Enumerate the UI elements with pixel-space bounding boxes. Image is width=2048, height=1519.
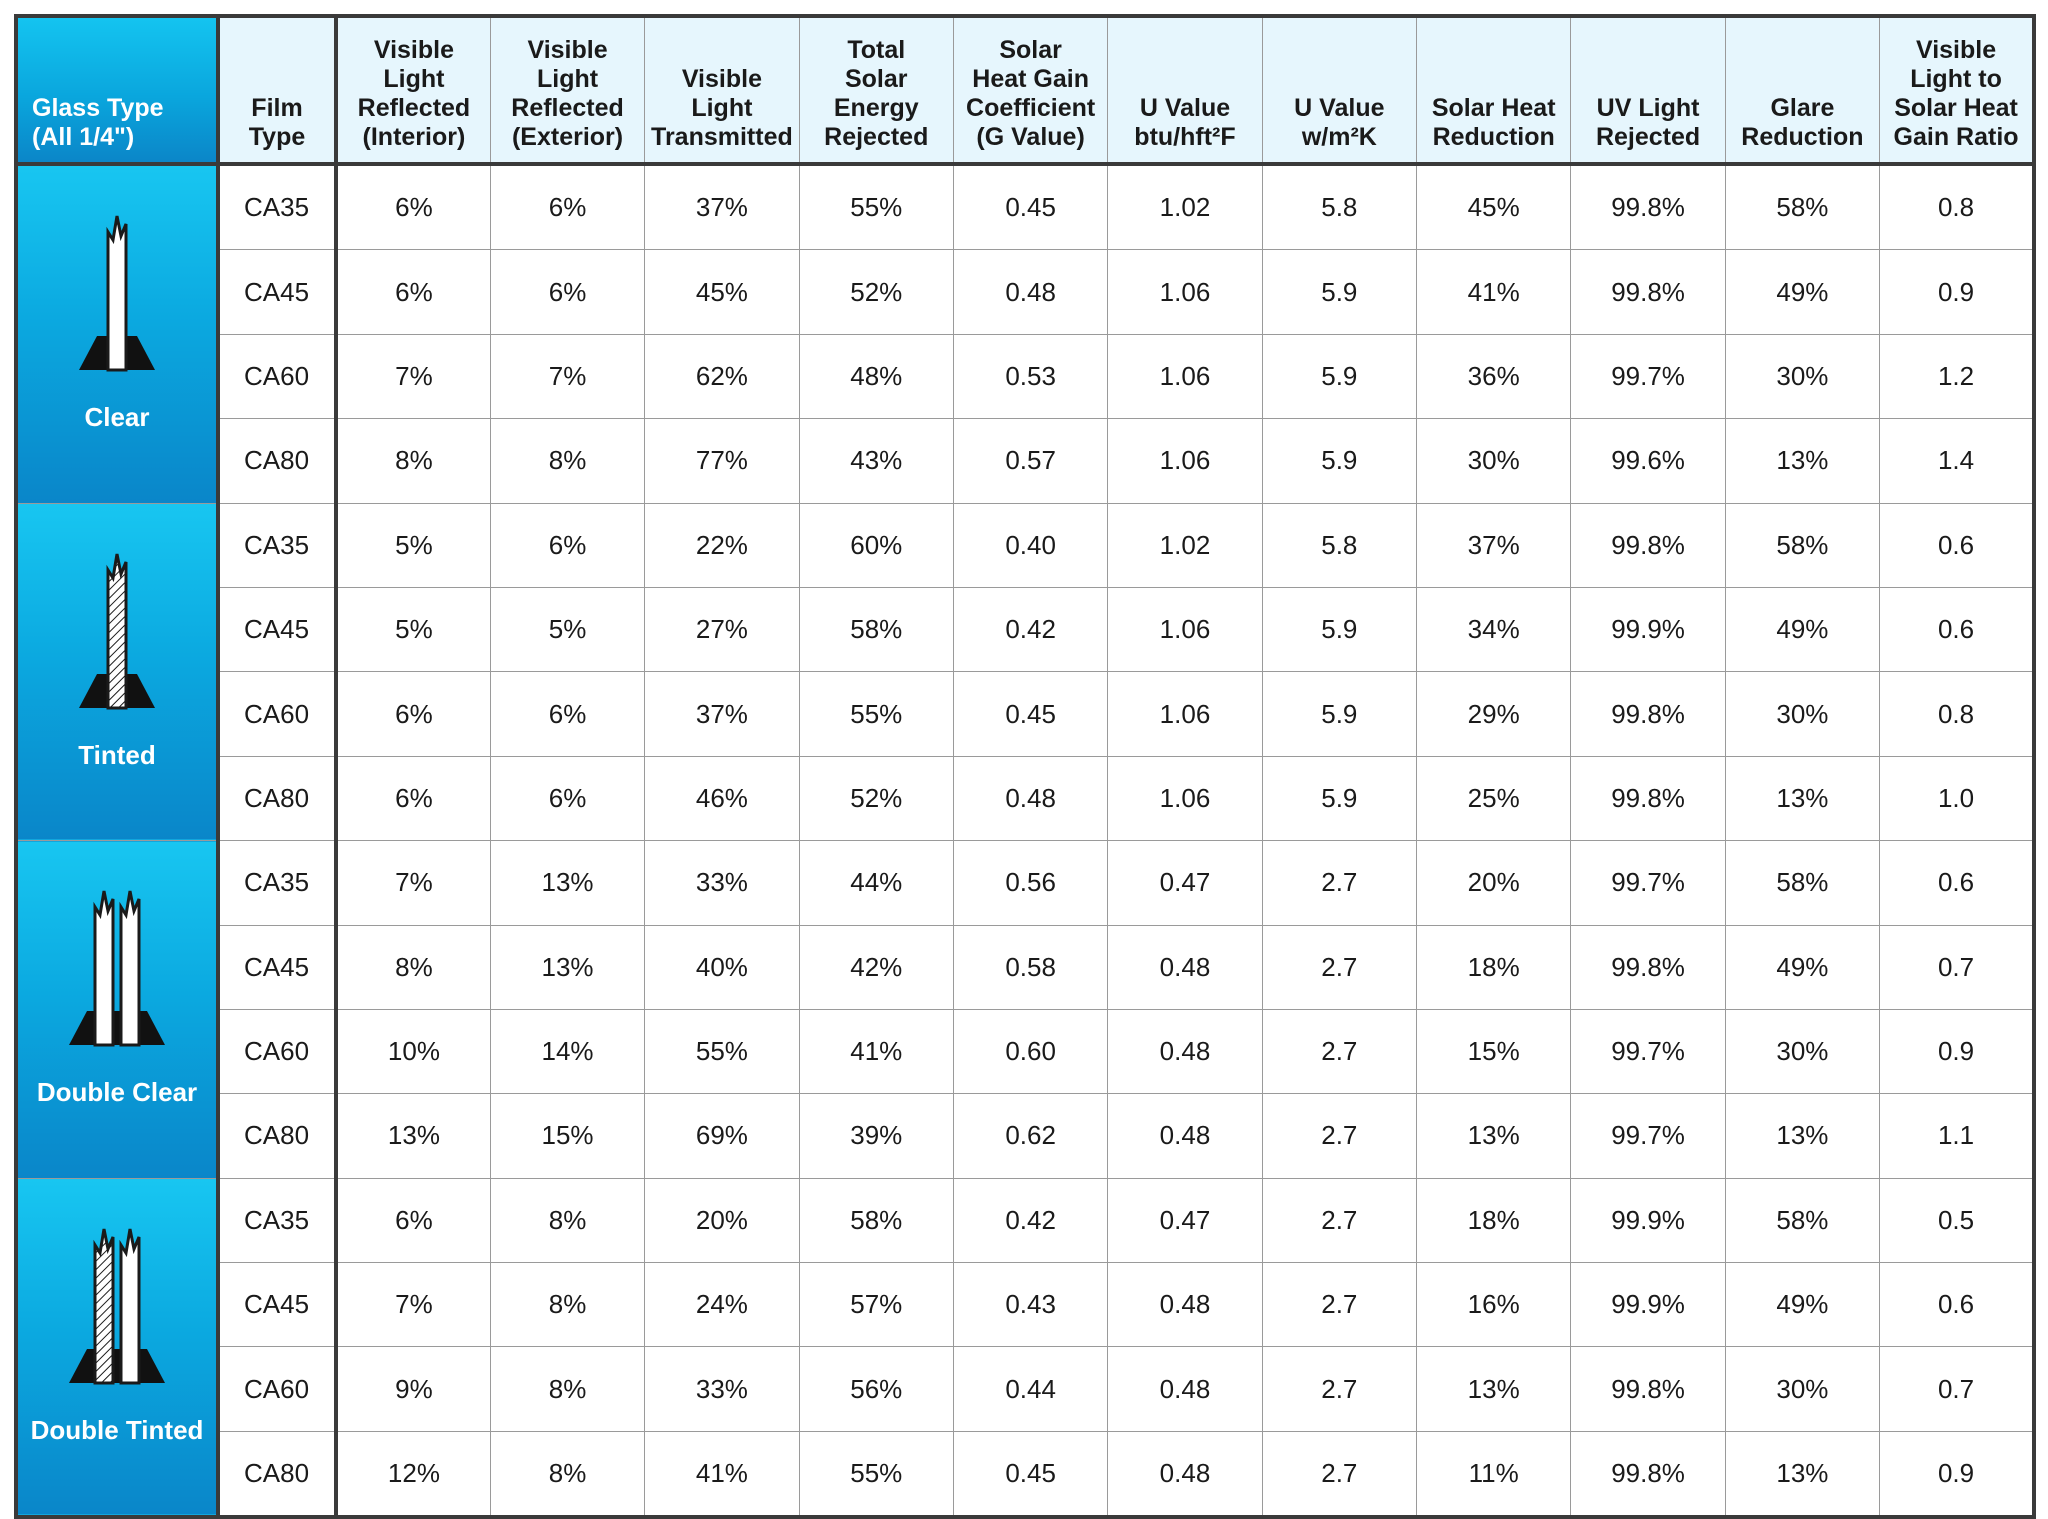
- cell-vl-transmitted: 20%: [645, 1178, 799, 1262]
- cell-film-type: CA60: [218, 1009, 336, 1093]
- cell-solar-heat-reduction: 37%: [1417, 503, 1571, 587]
- cell-vlr-exterior: 6%: [490, 164, 644, 250]
- cell-shgc: 0.43: [953, 1263, 1107, 1347]
- film-performance-table: [14, 14, 2036, 1519]
- cell-vlr-exterior: 8%: [490, 1263, 644, 1347]
- table-row: [16, 503, 2034, 587]
- cell-vlr-exterior: 14%: [490, 1009, 644, 1093]
- cell-lsg-ratio: 1.0: [1880, 756, 2034, 840]
- cell-lsg-ratio: 0.9: [1880, 1431, 2034, 1517]
- cell-glare-reduction: 49%: [1725, 925, 1879, 1009]
- cell-glare-reduction: 30%: [1725, 334, 1879, 418]
- cell-film-type: CA60: [218, 1347, 336, 1431]
- cell-tser: 58%: [799, 1178, 953, 1262]
- cell-glare-reduction: 30%: [1725, 1009, 1879, 1093]
- cell-tser: 56%: [799, 1347, 953, 1431]
- cell-vl-transmitted: 69%: [645, 1094, 799, 1178]
- cell-vlr-interior: 6%: [336, 1178, 490, 1262]
- glass-type-name: Double Clear: [36, 1077, 198, 1108]
- cell-lsg-ratio: 0.5: [1880, 1178, 2034, 1262]
- cell-film-type: CA35: [218, 164, 336, 250]
- cell-shgc: 0.53: [953, 334, 1107, 418]
- cell-vl-transmitted: 24%: [645, 1263, 799, 1347]
- cell-lsg-ratio: 0.9: [1880, 250, 2034, 334]
- cell-shgc: 0.45: [953, 1431, 1107, 1517]
- glass-type-cell: [16, 503, 218, 841]
- cell-shgc: 0.62: [953, 1094, 1107, 1178]
- column-header-label: U Value btu/hft²F: [1134, 94, 1236, 151]
- table-row: [16, 1263, 2034, 1347]
- cell-solar-heat-reduction: 45%: [1417, 164, 1571, 250]
- cell-film-type: CA80: [218, 419, 336, 503]
- cell-film-type: CA45: [218, 587, 336, 671]
- cell-u-value-imperial: 0.48: [1108, 1431, 1262, 1517]
- table-row: [16, 587, 2034, 671]
- cell-lsg-ratio: 0.6: [1880, 587, 2034, 671]
- cell-vlr-interior: 12%: [336, 1431, 490, 1517]
- cell-tser: 55%: [799, 672, 953, 756]
- cell-vlr-exterior: 8%: [490, 1431, 644, 1517]
- cell-uv-rejected: 99.7%: [1571, 334, 1725, 418]
- cell-tser: 60%: [799, 503, 953, 587]
- cell-glare-reduction: 13%: [1725, 1094, 1879, 1178]
- cell-vl-transmitted: 40%: [645, 925, 799, 1009]
- cell-film-type: CA35: [218, 841, 336, 925]
- cell-u-value-metric: 5.9: [1262, 334, 1416, 418]
- cell-shgc: 0.48: [953, 756, 1107, 840]
- column-header-shgc: [953, 16, 1107, 164]
- cell-uv-rejected: 99.7%: [1571, 841, 1725, 925]
- cell-vlr-interior: 10%: [336, 1009, 490, 1093]
- cell-vlr-interior: 5%: [336, 587, 490, 671]
- cell-vlr-interior: 7%: [336, 1263, 490, 1347]
- cell-vl-transmitted: 55%: [645, 1009, 799, 1093]
- table-row: [16, 925, 2034, 1009]
- cell-shgc: 0.58: [953, 925, 1107, 1009]
- glass-type-name: Tinted: [78, 739, 156, 770]
- cell-vlr-interior: 7%: [336, 334, 490, 418]
- cell-u-value-metric: 5.8: [1262, 503, 1416, 587]
- cell-uv-rejected: 99.7%: [1571, 1094, 1725, 1178]
- column-header-vlr-exterior: [490, 16, 644, 164]
- cell-glare-reduction: 58%: [1725, 503, 1879, 587]
- table-row: [16, 164, 2034, 250]
- cell-lsg-ratio: 1.4: [1880, 419, 2034, 503]
- cell-tser: 57%: [799, 1263, 953, 1347]
- cell-lsg-ratio: 0.8: [1880, 672, 2034, 756]
- cell-uv-rejected: 99.8%: [1571, 925, 1725, 1009]
- cell-vlr-interior: 7%: [336, 841, 490, 925]
- cell-u-value-metric: 5.9: [1262, 756, 1416, 840]
- cell-u-value-imperial: 1.06: [1108, 587, 1262, 671]
- cell-vlr-exterior: 5%: [490, 587, 644, 671]
- cell-u-value-imperial: 0.47: [1108, 841, 1262, 925]
- cell-glare-reduction: 49%: [1725, 250, 1879, 334]
- cell-uv-rejected: 99.8%: [1571, 503, 1725, 587]
- cell-tser: 42%: [799, 925, 953, 1009]
- cell-shgc: 0.48: [953, 250, 1107, 334]
- cell-solar-heat-reduction: 25%: [1417, 756, 1571, 840]
- column-header-label: Visible Light Transmitted: [651, 65, 793, 151]
- column-header-lsg-ratio: [1880, 16, 2034, 164]
- table-row: [16, 672, 2034, 756]
- cell-solar-heat-reduction: 34%: [1417, 587, 1571, 671]
- cell-vl-transmitted: 46%: [645, 756, 799, 840]
- cell-solar-heat-reduction: 13%: [1417, 1094, 1571, 1178]
- cell-solar-heat-reduction: 16%: [1417, 1263, 1571, 1347]
- column-header-solar-heat-reduction: [1417, 16, 1571, 164]
- cell-vlr-exterior: 8%: [490, 1347, 644, 1431]
- cell-glare-reduction: 58%: [1725, 164, 1879, 250]
- glass-type-cell: [16, 841, 218, 1179]
- cell-film-type: CA35: [218, 503, 336, 587]
- cell-tser: 52%: [799, 250, 953, 334]
- cell-solar-heat-reduction: 13%: [1417, 1347, 1571, 1431]
- cell-vl-transmitted: 45%: [645, 250, 799, 334]
- cell-vlr-exterior: 13%: [490, 841, 644, 925]
- column-header-label: Glass Type (All 1/4"): [32, 94, 164, 151]
- cell-solar-heat-reduction: 30%: [1417, 419, 1571, 503]
- cell-uv-rejected: 99.8%: [1571, 1431, 1725, 1517]
- cell-vlr-interior: 9%: [336, 1347, 490, 1431]
- cell-uv-rejected: 99.8%: [1571, 672, 1725, 756]
- cell-film-type: CA45: [218, 1263, 336, 1347]
- table-row: [16, 1431, 2034, 1517]
- cell-uv-rejected: 99.9%: [1571, 1263, 1725, 1347]
- cell-film-type: CA80: [218, 756, 336, 840]
- column-header-glass-type: [16, 16, 218, 164]
- cell-vlr-interior: 6%: [336, 250, 490, 334]
- cell-solar-heat-reduction: 11%: [1417, 1431, 1571, 1517]
- cell-tser: 48%: [799, 334, 953, 418]
- table-row: [16, 419, 2034, 503]
- cell-vlr-exterior: 6%: [490, 756, 644, 840]
- table-body: [16, 164, 2034, 1517]
- glass-type-cell: [16, 164, 218, 503]
- cell-uv-rejected: 99.9%: [1571, 587, 1725, 671]
- cell-u-value-metric: 5.8: [1262, 164, 1416, 250]
- cell-u-value-imperial: 0.48: [1108, 1009, 1262, 1093]
- cell-glare-reduction: 30%: [1725, 1347, 1879, 1431]
- cell-lsg-ratio: 1.1: [1880, 1094, 2034, 1178]
- column-header-label: Visible Light Reflected (Exterior): [511, 36, 624, 151]
- cell-shgc: 0.56: [953, 841, 1107, 925]
- double-clear-glass-icon: [18, 885, 216, 1055]
- column-header-label: Film Type: [248, 94, 306, 151]
- cell-u-value-metric: 2.7: [1262, 1009, 1416, 1093]
- double-tinted-glass-icon: [18, 1223, 216, 1393]
- cell-glare-reduction: 58%: [1725, 841, 1879, 925]
- cell-tser: 44%: [799, 841, 953, 925]
- cell-lsg-ratio: 0.7: [1880, 925, 2034, 1009]
- cell-shgc: 0.44: [953, 1347, 1107, 1431]
- cell-uv-rejected: 99.8%: [1571, 164, 1725, 250]
- cell-glare-reduction: 13%: [1725, 419, 1879, 503]
- column-header-label: Visible Light to Solar Heat Gain Ratio: [1893, 36, 2019, 151]
- cell-u-value-metric: 2.7: [1262, 1347, 1416, 1431]
- cell-tser: 52%: [799, 756, 953, 840]
- column-header-film-type: [218, 16, 336, 164]
- cell-shgc: 0.40: [953, 503, 1107, 587]
- cell-u-value-imperial: 0.48: [1108, 925, 1262, 1009]
- cell-u-value-metric: 5.9: [1262, 250, 1416, 334]
- cell-u-value-imperial: 0.47: [1108, 1178, 1262, 1262]
- header-row: [16, 16, 2034, 164]
- cell-vlr-exterior: 15%: [490, 1094, 644, 1178]
- column-header-label: UV Light Rejected: [1595, 94, 1701, 151]
- glass-type-name: Clear: [84, 402, 150, 432]
- cell-solar-heat-reduction: 36%: [1417, 334, 1571, 418]
- cell-u-value-imperial: 0.48: [1108, 1263, 1262, 1347]
- cell-film-type: CA60: [218, 334, 336, 418]
- cell-solar-heat-reduction: 29%: [1417, 672, 1571, 756]
- cell-u-value-imperial: 1.06: [1108, 334, 1262, 418]
- table-row: [16, 1009, 2034, 1093]
- table-row: [16, 250, 2034, 334]
- cell-film-type: CA45: [218, 250, 336, 334]
- cell-tser: 55%: [799, 164, 953, 250]
- cell-u-value-metric: 2.7: [1262, 1178, 1416, 1262]
- cell-shgc: 0.45: [953, 672, 1107, 756]
- cell-solar-heat-reduction: 41%: [1417, 250, 1571, 334]
- cell-vlr-exterior: 8%: [490, 419, 644, 503]
- cell-u-value-metric: 2.7: [1262, 1431, 1416, 1517]
- cell-vlr-interior: 6%: [336, 672, 490, 756]
- cell-u-value-metric: 2.7: [1262, 925, 1416, 1009]
- cell-uv-rejected: 99.8%: [1571, 1347, 1725, 1431]
- column-header-u-value-imperial: [1108, 16, 1262, 164]
- cell-lsg-ratio: 0.8: [1880, 164, 2034, 250]
- cell-uv-rejected: 99.8%: [1571, 756, 1725, 840]
- cell-vlr-interior: 8%: [336, 925, 490, 1009]
- cell-shgc: 0.57: [953, 419, 1107, 503]
- cell-vl-transmitted: 37%: [645, 672, 799, 756]
- table-row: [16, 1178, 2034, 1262]
- column-header-label: Visible Light Reflected (Interior): [357, 36, 471, 151]
- cell-glare-reduction: 30%: [1725, 672, 1879, 756]
- column-header-u-value-metric: [1262, 16, 1416, 164]
- glass-type-name: Double Tinted: [30, 1414, 204, 1445]
- cell-vlr-exterior: 7%: [490, 334, 644, 418]
- column-header-vl-transmitted: [645, 16, 799, 164]
- cell-vlr-interior: 13%: [336, 1094, 490, 1178]
- cell-u-value-imperial: 1.02: [1108, 503, 1262, 587]
- cell-u-value-imperial: 1.06: [1108, 250, 1262, 334]
- cell-lsg-ratio: 0.6: [1880, 1263, 2034, 1347]
- cell-vlr-exterior: 8%: [490, 1178, 644, 1262]
- cell-lsg-ratio: 0.6: [1880, 841, 2034, 925]
- cell-uv-rejected: 99.6%: [1571, 419, 1725, 503]
- cell-glare-reduction: 13%: [1725, 1431, 1879, 1517]
- cell-vlr-exterior: 13%: [490, 925, 644, 1009]
- cell-shgc: 0.42: [953, 1178, 1107, 1262]
- column-header-label: Total Solar Energy Rejected: [824, 36, 929, 151]
- cell-tser: 43%: [799, 419, 953, 503]
- cell-u-value-metric: 5.9: [1262, 419, 1416, 503]
- cell-u-value-metric: 2.7: [1262, 841, 1416, 925]
- cell-vlr-interior: 6%: [336, 164, 490, 250]
- column-header-tser: [799, 16, 953, 164]
- cell-vl-transmitted: 33%: [645, 841, 799, 925]
- cell-uv-rejected: 99.7%: [1571, 1009, 1725, 1093]
- cell-u-value-imperial: 1.06: [1108, 756, 1262, 840]
- cell-tser: 55%: [799, 1431, 953, 1517]
- cell-vlr-exterior: 6%: [490, 672, 644, 756]
- cell-vl-transmitted: 41%: [645, 1431, 799, 1517]
- cell-glare-reduction: 49%: [1725, 587, 1879, 671]
- cell-tser: 58%: [799, 587, 953, 671]
- cell-lsg-ratio: 0.6: [1880, 503, 2034, 587]
- column-header-uv-rejected: [1571, 16, 1725, 164]
- cell-tser: 41%: [799, 1009, 953, 1093]
- cell-vl-transmitted: 22%: [645, 503, 799, 587]
- cell-lsg-ratio: 0.9: [1880, 1009, 2034, 1093]
- cell-vl-transmitted: 62%: [645, 334, 799, 418]
- cell-vlr-interior: 5%: [336, 503, 490, 587]
- glass-type-cell: [16, 1178, 218, 1517]
- cell-vlr-interior: 8%: [336, 419, 490, 503]
- cell-u-value-imperial: 0.48: [1108, 1347, 1262, 1431]
- cell-u-value-imperial: 0.48: [1108, 1094, 1262, 1178]
- cell-lsg-ratio: 0.7: [1880, 1347, 2034, 1431]
- cell-film-type: CA35: [218, 1178, 336, 1262]
- cell-solar-heat-reduction: 20%: [1417, 841, 1571, 925]
- cell-uv-rejected: 99.8%: [1571, 250, 1725, 334]
- cell-tser: 39%: [799, 1094, 953, 1178]
- table-row: [16, 334, 2034, 418]
- table-row: [16, 1347, 2034, 1431]
- cell-film-type: CA80: [218, 1094, 336, 1178]
- cell-u-value-metric: 2.7: [1262, 1263, 1416, 1347]
- cell-vl-transmitted: 37%: [645, 164, 799, 250]
- table-row: [16, 1094, 2034, 1178]
- cell-u-value-metric: 5.9: [1262, 587, 1416, 671]
- cell-vl-transmitted: 77%: [645, 419, 799, 503]
- cell-glare-reduction: 49%: [1725, 1263, 1879, 1347]
- cell-vlr-exterior: 6%: [490, 503, 644, 587]
- cell-glare-reduction: 13%: [1725, 756, 1879, 840]
- cell-solar-heat-reduction: 18%: [1417, 925, 1571, 1009]
- cell-uv-rejected: 99.9%: [1571, 1178, 1725, 1262]
- cell-shgc: 0.60: [953, 1009, 1107, 1093]
- column-header-label: Solar Heat Gain Coefficient (G Value): [966, 36, 1096, 151]
- column-header-glare-reduction: [1725, 16, 1879, 164]
- cell-solar-heat-reduction: 18%: [1417, 1178, 1571, 1262]
- cell-film-type: CA80: [218, 1431, 336, 1517]
- cell-u-value-metric: 2.7: [1262, 1094, 1416, 1178]
- cell-vlr-interior: 6%: [336, 756, 490, 840]
- column-header-label: Glare Reduction: [1741, 94, 1864, 151]
- column-header-label: U Value w/m²K: [1294, 94, 1385, 151]
- column-header-label: Solar Heat Reduction: [1431, 94, 1556, 151]
- cell-vlr-exterior: 6%: [490, 250, 644, 334]
- cell-vl-transmitted: 33%: [645, 1347, 799, 1431]
- cell-u-value-imperial: 1.02: [1108, 164, 1262, 250]
- cell-film-type: CA60: [218, 672, 336, 756]
- cell-glare-reduction: 58%: [1725, 1178, 1879, 1262]
- cell-shgc: 0.45: [953, 164, 1107, 250]
- cell-u-value-imperial: 1.06: [1108, 672, 1262, 756]
- cell-shgc: 0.42: [953, 587, 1107, 671]
- cell-u-value-metric: 5.9: [1262, 672, 1416, 756]
- single-tinted-glass-icon: [18, 548, 216, 718]
- table-row: [16, 756, 2034, 840]
- cell-vl-transmitted: 27%: [645, 587, 799, 671]
- cell-lsg-ratio: 1.2: [1880, 334, 2034, 418]
- single-clear-glass-icon: [18, 210, 216, 380]
- cell-solar-heat-reduction: 15%: [1417, 1009, 1571, 1093]
- cell-u-value-imperial: 1.06: [1108, 419, 1262, 503]
- cell-film-type: CA45: [218, 925, 336, 1009]
- column-header-vlr-interior: [336, 16, 490, 164]
- table-row: [16, 841, 2034, 925]
